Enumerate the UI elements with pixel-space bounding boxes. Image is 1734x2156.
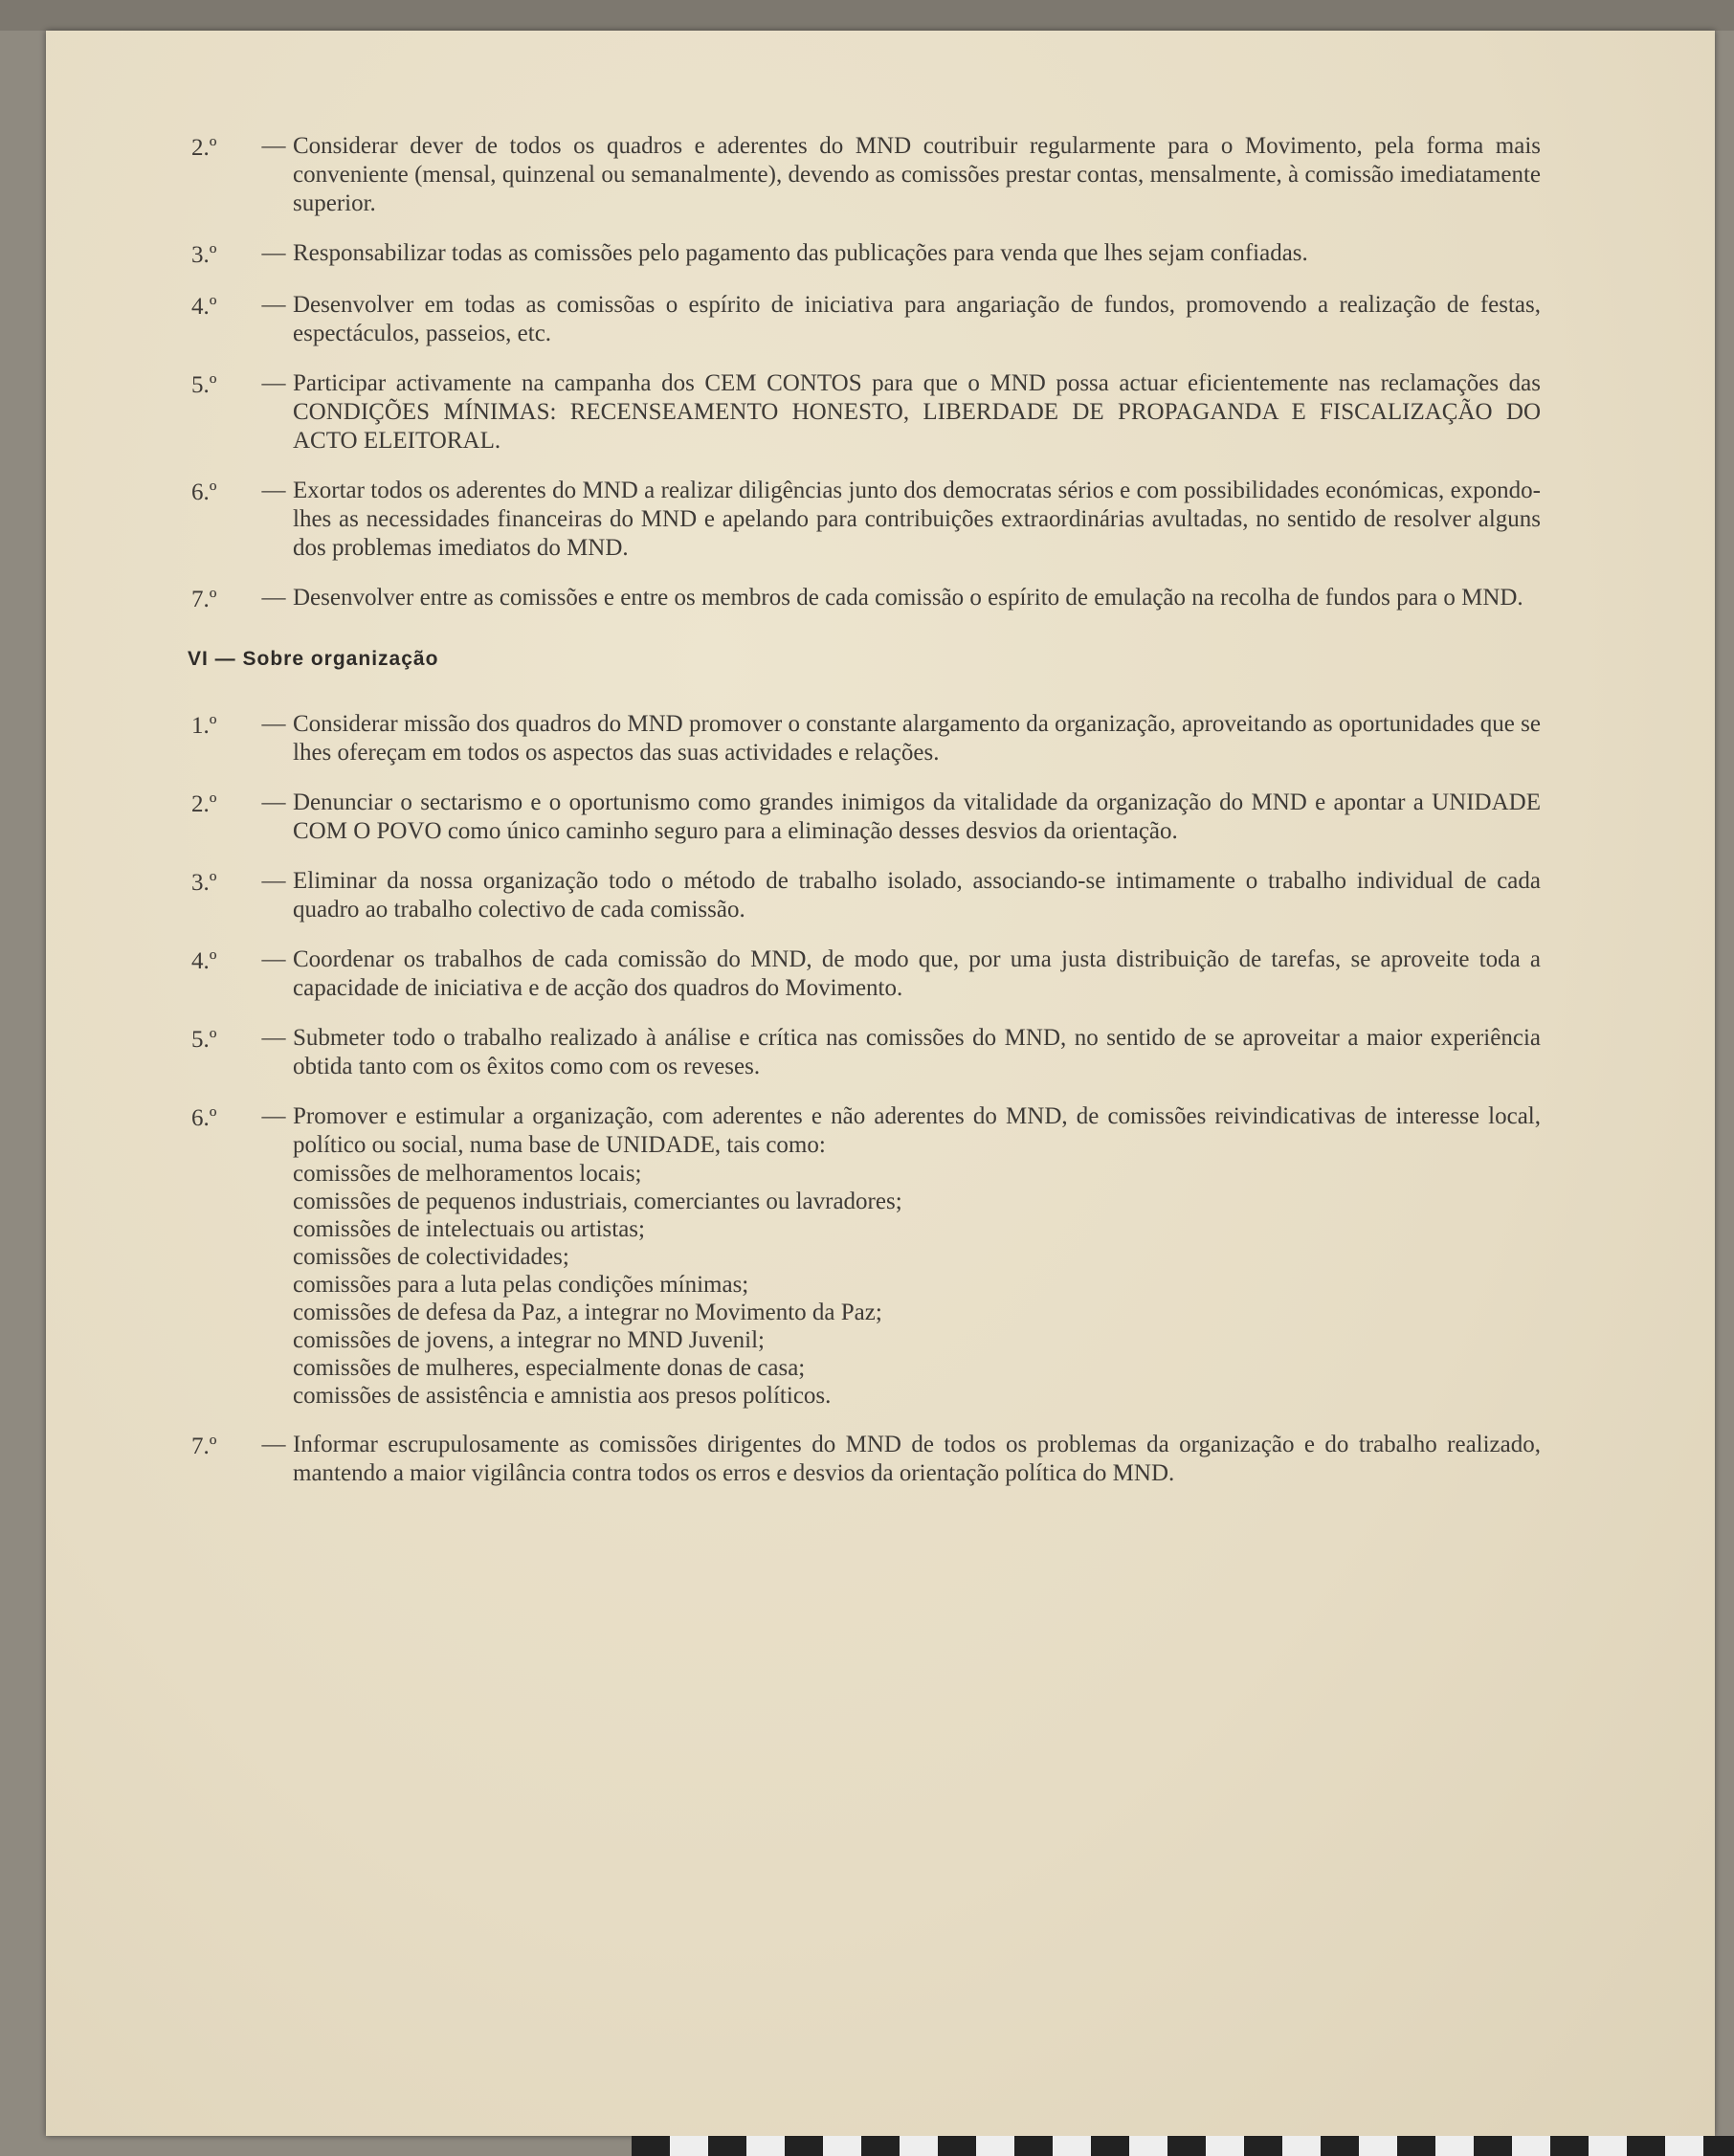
list-item: [191, 867, 1541, 924]
item-number: 2.º: [191, 135, 217, 161]
item-dash: —: [261, 478, 286, 503]
document-content: [188, 132, 1541, 1517]
item-number: 4.º: [191, 948, 217, 974]
commission-type: comissões de jovens, a integrar no MND Juvenil;: [293, 1327, 765, 1353]
list-item: [191, 710, 1541, 767]
list-item: [191, 584, 1541, 614]
item-text-wrap: [293, 1431, 1541, 1488]
item-text: Coordenar os trabalhos de cada comissão do MND, de modo que, por uma justa distribuição de tarefas, se aproveite toda a capacidade de iniciativa e de acção dos quadros do Movimento.: [293, 946, 1541, 1001]
item-dash: —: [261, 1025, 286, 1051]
commission-type: comissões para a luta pelas condições mínimas;: [293, 1272, 749, 1298]
item-text: Denunciar o sectarismo e o oportunismo como grandes inimigos da vitalidade da organização do MND e apontar a UNIDADE COM O POVO como único caminho seguro para a eliminação desses desvios da orientação.: [293, 789, 1541, 844]
item-text-wrap: [293, 584, 1541, 614]
scale-ruler: [632, 2136, 1734, 2156]
section-vi-heading: VI — Sobre organização: [188, 648, 439, 670]
item-text: Desenvolver entre as comissões e entre os membros de cada comissão o espírito de emulação na recolha de fundos para o MND.: [293, 585, 1523, 611]
item-text-wrap: [293, 710, 1541, 767]
item-number: 5.º: [191, 372, 217, 398]
item-dash: —: [261, 711, 286, 737]
list-item: [191, 132, 1541, 218]
item-text: Exortar todos os aderentes do MND a realizar diligências junto dos democratas sérios e com possibilidades económicas, expondo-lhes as necessidades financeiras do MND e apelando para contribuições extraordinárias avultadas, no sentido de resolver alguns dos problemas imediatos do MND.: [293, 478, 1541, 561]
item-text: Desenvolver em todas as comissõas o espírito de iniciativa para angariação de fundos, promovendo a realização de festas, espectáculos, passeios, etc.: [293, 292, 1541, 346]
item-dash: —: [261, 240, 286, 266]
list-item: [191, 945, 1541, 1003]
commission-type: comissões de intelectuais ou artistas;: [293, 1216, 645, 1242]
item-text: Responsabilizar todas as comissões pelo pagamento das publicações para venda que lhes sejam confiadas.: [293, 240, 1308, 266]
item-number: 6.º: [191, 1105, 217, 1131]
commission-type: comissões de assistência e amnistia aos presos políticos.: [293, 1383, 832, 1409]
list-item: [191, 1102, 1541, 1410]
item-number: 4.º: [191, 294, 217, 320]
scan-background: [0, 0, 1734, 31]
item-dash: —: [261, 133, 286, 159]
item-text-wrap: [293, 239, 1541, 270]
item-text: Considerar missão dos quadros do MND promover o constante alargamento da organização, aproveitando as oportunidades que se lhes ofereçam em todos os aspectos das suas actividades e relações.: [293, 711, 1541, 766]
list-item: [191, 1024, 1541, 1081]
item-text-wrap: [293, 867, 1541, 924]
item-number: 7.º: [191, 1434, 217, 1459]
item-number: 3.º: [191, 870, 217, 896]
item-text: Promover e estimular a organização, com aderentes e não aderentes do MND, de comissões reivindicativas de interesse local, político ou social, numa base de UNIDADE, tais como:: [293, 1103, 1541, 1158]
item-text-wrap: [293, 1024, 1541, 1081]
section-v-list: [191, 132, 1541, 614]
item-text: Submeter todo o trabalho realizado à análise e crítica nas comissões do MND, no sentido de se aproveitar a maior experiência obtida tanto com os êxitos como com os reveses.: [293, 1025, 1541, 1079]
item-number: 5.º: [191, 1027, 217, 1053]
commission-type: comissões de colectividades;: [293, 1244, 569, 1270]
item-dash: —: [261, 946, 286, 972]
item-number: 7.º: [191, 587, 217, 612]
item-number: 2.º: [191, 791, 217, 817]
item-text-wrap: [293, 477, 1541, 563]
item-number: 1.º: [191, 713, 217, 739]
item-text-wrap: [293, 369, 1541, 456]
list-item: [191, 1431, 1541, 1488]
commission-type: comissões de defesa da Paz, a integrar no Movimento da Paz;: [293, 1300, 882, 1325]
commission-type: comissões de mulheres, especialmente donas de casa;: [293, 1355, 806, 1381]
item-dash: —: [261, 789, 286, 815]
commission-type: comissões de melhoramentos locais;: [293, 1161, 642, 1187]
item-dash: —: [261, 1103, 286, 1129]
item-text-wrap: [293, 945, 1541, 1003]
item-text: Informar escrupulosamente as comissões dirigentes do MND de todos os problemas da organização e do trabalho realizado, mantendo a maior vigilância contra todos os erros e desvios da orientação política do MND.: [293, 1432, 1541, 1486]
list-item: [191, 369, 1541, 456]
item-text-wrap: [293, 132, 1541, 218]
list-item: [191, 477, 1541, 563]
item-number: 3.º: [191, 242, 217, 268]
list-item: [191, 291, 1541, 348]
item-text: Considerar dever de todos os quadros e aderentes do MND coutribuir regularmente para o Movimento, pela forma mais conveniente (mensal, quinzenal ou semanalmente), devendo as comissões prestar contas, mensalmente, à comissão imediatamente superior.: [293, 133, 1541, 216]
item-text: Participar activamente na campanha dos CEM CONTOS para que o MND possa actuar eficientemente nas reclamações das CONDIÇÕES MÍNIMAS: RECENSEAMENTO HONESTO, LIBERDADE DE PROPAGANDA E FISCALIZAÇÃO DO ACTO ELEITORAL.: [293, 370, 1541, 454]
item-dash: —: [261, 585, 286, 611]
item-text-wrap: [293, 1102, 1541, 1410]
item-dash: —: [261, 292, 286, 318]
list-item: [191, 789, 1541, 846]
item-text-wrap: [293, 291, 1541, 348]
section-vi-list: [191, 710, 1541, 1488]
item-text: Eliminar da nossa organização todo o método de trabalho isolado, associando-se intimamente o trabalho individual de cada quadro ao trabalho colectivo de cada comissão.: [293, 868, 1541, 922]
commission-type: comissões de pequenos industriais, comerciantes ou lavradores;: [293, 1189, 902, 1214]
item-dash: —: [261, 370, 286, 396]
item-dash: —: [261, 1432, 286, 1457]
item-number: 6.º: [191, 479, 217, 505]
item-dash: —: [261, 868, 286, 894]
list-item: [191, 239, 1541, 270]
commissions-list: [293, 1160, 1541, 1410]
item-text-wrap: [293, 789, 1541, 846]
